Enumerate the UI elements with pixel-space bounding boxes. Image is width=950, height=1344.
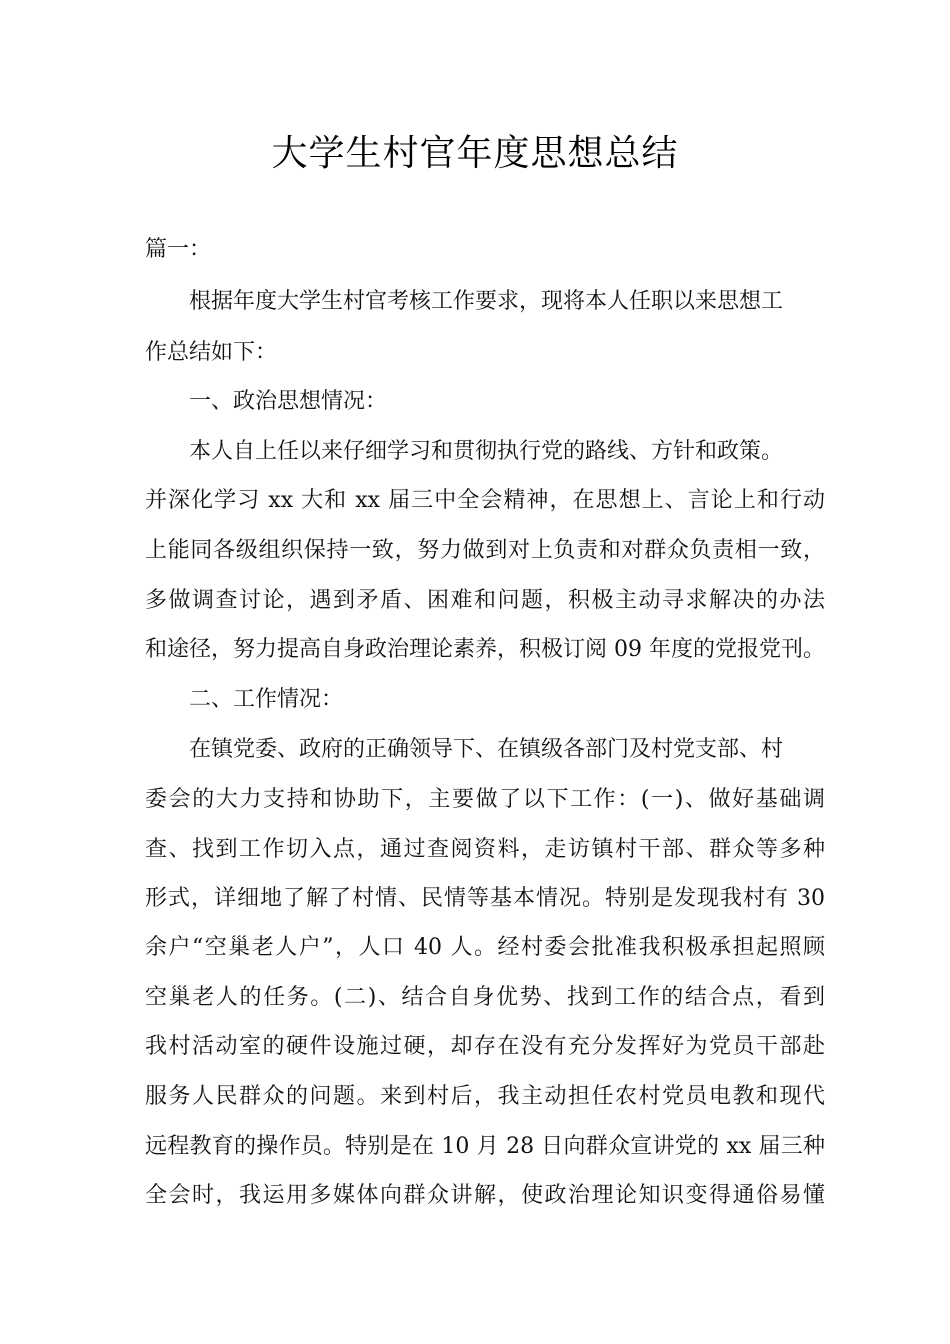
paragraph-line: 和途径，努力提高自身政治理论素养，积极订阅 09 年度的党报党刊。: [145, 637, 825, 662]
section-label: 篇一：: [145, 237, 212, 262]
paragraph-line: 查、找到工作切入点，通过查阅资料，走访镇村干部、群众等多种: [145, 837, 825, 862]
section-heading: 一、政治思想情况：: [189, 389, 388, 414]
paragraph-line: 远程教育的操作员。特别是在 10 月 28 日向群众宣讲党的 xx 届三种: [145, 1134, 825, 1159]
paragraph-line: 上能同各级组织保持一致，努力做到对上负责和对群众负责相一致，: [145, 538, 825, 563]
paragraph-line: 形式，详细地了解了村情、民情等基本情况。特别是发现我村有 30: [145, 886, 825, 911]
section-heading: 二、工作情况：: [189, 687, 344, 712]
paragraph-line: 委会的大力支持和协助下，主要做了以下工作：(一)、做好基础调: [145, 787, 825, 812]
paragraph-line: 在镇党委、政府的正确领导下、在镇级各部门及村党支部、村: [189, 737, 784, 762]
paragraph-line: 我村活动室的硬件设施过硬，却存在没有充分发挥好为党员干部赴: [145, 1034, 825, 1059]
paragraph-line: 余户“空巢老人户”，人口 40 人。经村委会批准我积极承担起照顾: [145, 935, 825, 960]
paragraph-line: 全会时，我运用多媒体向群众讲解，使政治理论知识变得通俗易懂: [145, 1183, 825, 1208]
paragraph-line: 空巢老人的任务。(二)、结合自身优势、找到工作的结合点，看到: [145, 985, 825, 1010]
paragraph-line: 并深化学习 xx 大和 xx 届三中全会精神，在思想上、言论上和行动: [145, 488, 825, 513]
document-title: 大学生村官年度思想总结: [271, 133, 679, 174]
paragraph-line: 根据年度大学生村官考核工作要求，现将本人任职以来思想工: [189, 289, 784, 314]
paragraph-line: 多做调查讨论，遇到矛盾、困难和问题，积极主动寻求解决的办法: [145, 588, 825, 613]
paragraph-line: 服务人民群众的问题。来到村后，我主动担任农村党员电教和现代: [145, 1084, 825, 1109]
paragraph-line: 本人自上任以来仔细学习和贯彻执行党的路线、方针和政策。: [189, 439, 784, 464]
paragraph-line: 作总结如下：: [145, 340, 278, 365]
